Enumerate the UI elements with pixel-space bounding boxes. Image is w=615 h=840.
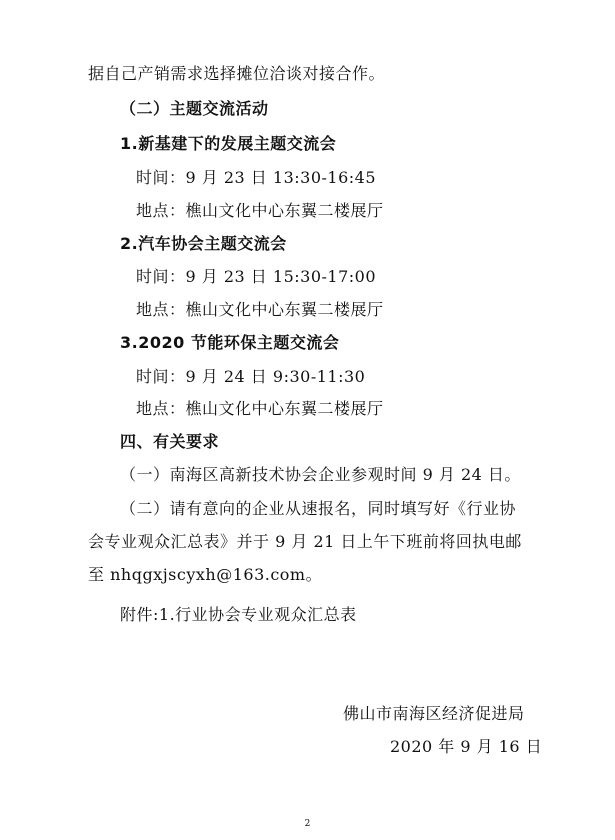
signature-date: 2020 年 9 月 16 日 xyxy=(390,737,543,756)
section-4-title: 四、有关要求 xyxy=(120,432,220,451)
requirement-2-line-1: （二）请有意向的企业从速报名，同时填写好《行业协 xyxy=(120,499,517,518)
event-1-time: 时间：9 月 23 日 13:30-16:45 xyxy=(136,168,377,187)
requirement-2-line-3: 至 nhqgxjscyxh@163.com。 xyxy=(88,565,323,584)
attachment-line: 附件:1.行业协会专业观众汇总表 xyxy=(120,605,357,624)
event-3-location: 地点：樵山文化中心东翼二楼展厅 xyxy=(136,399,384,418)
event-2-location: 地点：樵山文化中心东翼二楼展厅 xyxy=(136,300,384,319)
requirement-1: （一）南海区高新技术协会企业参观时间 9 月 24 日。 xyxy=(120,465,521,484)
event-2-title: 2.汽车协会主题交流会 xyxy=(120,234,287,253)
page-number: 2 xyxy=(304,819,311,829)
event-3-time: 时间：9 月 24 日 9:30-11:30 xyxy=(136,367,366,386)
event-2-time: 时间：9 月 23 日 15:30-17:00 xyxy=(136,267,377,286)
event-1-location: 地点：樵山文化中心东翼二楼展厅 xyxy=(136,201,384,220)
event-1-title: 1.新基建下的发展主题交流会 xyxy=(120,134,337,153)
requirement-2-line-2: 会专业观众汇总表》并于 9 月 21 日上午下班前将回执电邮 xyxy=(88,532,522,551)
section-subtitle: （二）主题交流活动 xyxy=(120,99,269,118)
signature-organization: 佛山市南海区经济促进局 xyxy=(343,704,525,723)
intro-line: 据自己产销需求选择摊位洽谈对接合作。 xyxy=(88,64,386,83)
event-3-title: 3.2020 节能环保主题交流会 xyxy=(120,333,340,352)
